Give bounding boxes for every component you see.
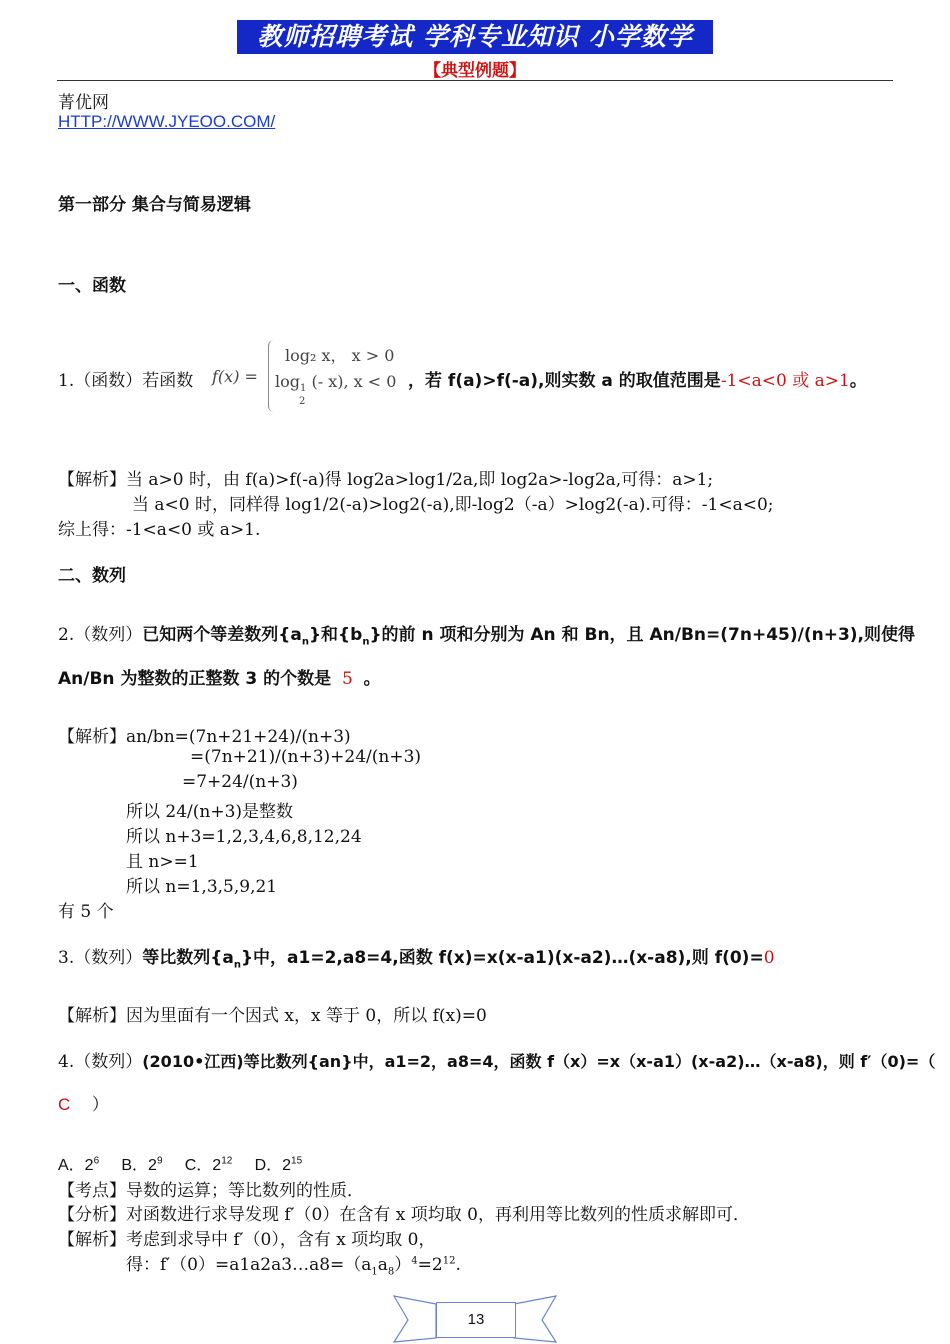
q3-label: 3.（数列） bbox=[58, 948, 143, 968]
q2-analysis-0: 【解析】an/bn=(7n+21+24)/(n+3) bbox=[58, 727, 351, 747]
q1-case2-log: log bbox=[275, 372, 300, 391]
q1-fx: f(x) = bbox=[212, 367, 258, 386]
q4-jiexi: 【解析】考虑到求导中 f′（0），含有 x 项均取 0， bbox=[58, 1230, 436, 1250]
question-4 bbox=[58, 1047, 935, 1072]
q4-option-d bbox=[255, 1157, 303, 1174]
section-heading-functions: 一、函数 bbox=[58, 276, 126, 296]
q1-case2-rest: (- x), x < 0 bbox=[311, 372, 397, 391]
q1-case2-sub: 1 bbox=[300, 383, 307, 394]
q1-answer: -1<a<0 或 a>1 bbox=[720, 371, 850, 391]
site-name: 菁优网 bbox=[58, 93, 109, 113]
q1-analysis-2: 当 a<0 时，同样得 log1/2(-a)>log2(-a),即-log2（-a）>log2(-a).可得：-1<a<0; bbox=[132, 495, 774, 515]
q3-analysis: 【解析】因为里面有一个因式 x，x 等于 0，所以 f(x)=0 bbox=[58, 1006, 487, 1026]
q2-analysis-6: 所以 n=1,3,5,9,21 bbox=[126, 877, 278, 897]
q2-analysis-7: 有 5 个 bbox=[58, 902, 114, 922]
q4-close: ） bbox=[91, 1095, 109, 1115]
q2-analysis-5: 且 n>=1 bbox=[126, 852, 199, 872]
q1-end: 。 bbox=[849, 371, 867, 391]
q2-text-a: 已知两个等差数列{a bbox=[142, 625, 302, 645]
q4-result bbox=[126, 1250, 461, 1277]
q2-line-2 bbox=[58, 664, 381, 689]
q3-text-a: 等比数列{a bbox=[142, 948, 234, 968]
question-1 bbox=[58, 366, 193, 391]
q4-option-a-exp: 6 bbox=[93, 1155, 100, 1167]
q4-fenxi: 【分析】对函数进行求导发现 f′（0）在含有 x 项均取 0，再利用等比数列的性质求解即可． bbox=[58, 1205, 750, 1225]
q4-result-exp4: 4 bbox=[411, 1255, 418, 1267]
q4-option-c bbox=[185, 1157, 233, 1174]
q4-label: 4.（数列） bbox=[58, 1052, 143, 1072]
q4-result-exp12: 12 bbox=[442, 1255, 456, 1267]
site-url-link[interactable]: HTTP://WWW.JYEOO.COM/ bbox=[58, 112, 276, 131]
q4-option-c-exp: 12 bbox=[221, 1155, 233, 1167]
q2-text-c: }的前 n 项和分别为 An 和 Bn，且 An/Bn=(7n+45)/(n+3),则使得 bbox=[369, 625, 915, 645]
q3-sub-n: n bbox=[233, 959, 241, 971]
q4-result-d: =2 bbox=[417, 1255, 443, 1275]
q2-analysis-2: =7+24/(n+3) bbox=[182, 772, 298, 792]
q4-option-c-base: C．2 bbox=[184, 1157, 222, 1174]
header-subtitle: 【典型例题】 bbox=[424, 61, 526, 81]
q1-analysis-3: 综上得：-1<a<0 或 a>1. bbox=[58, 520, 261, 540]
q1-prefix: 1.（函数）若函数 bbox=[58, 371, 194, 391]
q2-label: 2.（数列） bbox=[58, 625, 143, 645]
q2-text-b: }和{b bbox=[308, 625, 363, 645]
q4-option-a bbox=[58, 1157, 99, 1174]
q1-case-2 bbox=[275, 372, 397, 407]
part-title: 第一部分 集合与简易逻辑 bbox=[58, 195, 251, 215]
q4-result-b: a bbox=[377, 1255, 388, 1275]
q1-analysis-1: 【解析】当 a>0 时，由 f(a)>f(-a)得 log2a>log1/2a,即 log2a>-log2a,可得：a>1; bbox=[58, 470, 714, 490]
page-number: 13 bbox=[436, 1302, 516, 1338]
header-banner: 教师招聘考试 学科专业知识 小学数学 bbox=[237, 20, 713, 54]
q4-result-sub1: 1 bbox=[371, 1266, 378, 1278]
q4-answer: C bbox=[58, 1095, 71, 1114]
q2-sub-n1: n bbox=[301, 636, 309, 648]
q4-result-e: . bbox=[455, 1255, 461, 1275]
q1-case2-den: 2 bbox=[299, 396, 306, 407]
q2-line2: An/Bn 为整数的正整数 3 的个数是 bbox=[58, 669, 332, 689]
q3-text-b: }中，a1=2,a8=4,函数 f(x)=x(x-a1)(x-a2)…(x-a8),则 f(0)= bbox=[240, 948, 764, 968]
q4-result-a: 得：f′（0）=a1a2a3…a8=（a bbox=[126, 1255, 372, 1275]
question-3 bbox=[58, 943, 775, 970]
q2-analysis-4: 所以 n+3=1,2,3,4,6,8,12,24 bbox=[126, 827, 362, 847]
q4-kaodian: 【考点】导数的运算；等比数列的性质． bbox=[58, 1181, 364, 1201]
q4-option-b-base: B．2 bbox=[121, 1157, 157, 1174]
q4-option-b bbox=[121, 1157, 162, 1174]
q4-option-b-exp: 9 bbox=[156, 1155, 163, 1167]
q4-result-sub8: 8 bbox=[387, 1266, 395, 1278]
q4-options bbox=[58, 1152, 302, 1175]
header-divider bbox=[57, 80, 893, 81]
q2-analysis-3: 所以 24/(n+3)是整数 bbox=[126, 802, 294, 822]
q4-answer-line bbox=[58, 1090, 109, 1115]
q4-option-d-exp: 15 bbox=[291, 1155, 303, 1167]
q4-text: (2010•江西)等比数列{an}中，a1=2，a8=4，函数 f（x）=x（x-a1）(x-a2)…（x-a8)，则 f′（0)=（ bbox=[142, 1052, 936, 1071]
q2-analysis-1: =(7n+21)/(n+3)+24/(n+3) bbox=[190, 747, 422, 767]
q3-answer: 0 bbox=[763, 948, 775, 968]
section-heading-sequences: 二、数列 bbox=[58, 566, 126, 586]
q1-after: ，若 f(a)>f(-a),则实数 a 的取值范围是 bbox=[408, 371, 721, 391]
q2-sub-n2: n bbox=[362, 636, 370, 648]
q2-answer: 5 bbox=[341, 669, 353, 689]
q2-end: 。 bbox=[363, 669, 381, 689]
q4-result-c: ） bbox=[394, 1255, 412, 1275]
q4-option-a-base: A．2 bbox=[58, 1157, 94, 1174]
q1-tail bbox=[408, 366, 867, 391]
q1-case-1: log₂ x， x > 0 bbox=[285, 346, 395, 365]
q4-option-d-base: D．2 bbox=[254, 1157, 292, 1174]
question-2 bbox=[58, 620, 915, 647]
